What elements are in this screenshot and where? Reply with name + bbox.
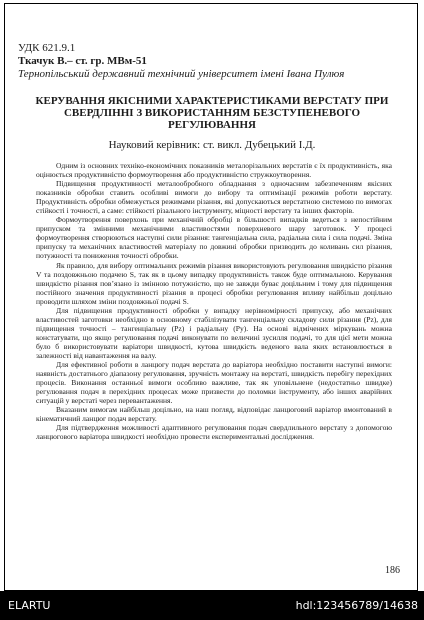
repository-footer bbox=[0, 591, 424, 620]
document-page bbox=[18, 42, 406, 587]
paragraph: Підвищення продуктивності металообробного обладнання з одночасним забезпеченням якісних показників обробки ставить особливі вимоги до вибору та оптимізації режимів роботи верстату. Продуктивність обробки обмежується режимами різання, які допускаються верстатною системою по вимогах стійкості і точності, а саме: стійкості різального інструменту, міцності верстату та інших факторів. bbox=[36, 179, 392, 216]
page-number: 186 bbox=[385, 565, 400, 576]
udk-code: УДК 621.9.1 bbox=[18, 42, 76, 54]
paragraph: Одним із основних техніко-економічних показників металорізальних верстатів є їх продуктивність, яка оцінюється продуктивністю формоутворення або продуктивністю стружкоутворення. bbox=[36, 161, 392, 180]
supervisor-line: Науковий керівник: ст. викл. Дубецький І.Д. bbox=[108, 139, 316, 151]
affiliation-line: Тернопільський державний технічний університет імені Івана Пулюя bbox=[18, 68, 345, 80]
paragraph: Формоутворення поверхонь при механічній обробці в більшості випадків ведеться з непостійним припуском та змінними механічними властивостями поверхневого шару заготовок. У процесі формоутворення створюються наступні сили різання: тангенціальна сила, радіальна сила і сила подачі. Зміна припуску та механічних властивостей матеріалу по довжині обробки призводить до коливань сил різання, потужності та пониження точності обробки. bbox=[36, 215, 392, 261]
paragraph: Для підвищення продуктивності обробки у випадку нерівномірності припуску, або механічних властивостей заготовки необхідно в основному стабілізувати тангенціальну складову сили різання (Pz), для підвищення точності – тангенціальну (Pz) і радіальну (Py). На основі відмічених міркувань можна констатувати, що якщо регулювання подачі виконувати по величині зусилля подачі, то для цієї мети можна було б використовувати варіатори швидкості, кутова швидкість веденого вала яких встановлюється в залежності від навантаження на валу. bbox=[36, 305, 392, 360]
repository-name: ELARTU bbox=[8, 599, 51, 612]
paper-title: КЕРУВАННЯ ЯКІСНИМИ ХАРАКТЕРИСТИКАМИ ВЕРСТАТУ ПРИ СВЕРДЛІННІ З ВИКОРИСТАННЯМ БЕЗСТУПЕНЕВОГО РЕГУЛЮВАННЯ bbox=[35, 95, 389, 131]
paragraph: Для ефективної роботи в ланцюгу подач верстата до варіатора необхідно поставити наступні вимоги: наявність достатнього діапазону регулювання, зручність монтажу на верстаті, швидкість перебігу перехідних процесів. Виконання останньої вимоги особливо важливе, так як уповільнене (недостатньо швидке) регулювання подач в перехідних процесах може призвести до поломки інструменту, або інших аварійних ситуацій у верстаті через перевантаження. bbox=[36, 360, 392, 406]
paragraph: Для підтвердження можливості адаптивного регулювання подач свердлильного верстату з допомогою ланцюгового варіатора швидкості необхідно провести експериментальні дослідження. bbox=[36, 423, 392, 442]
authors-line: Ткачук В.– ст. гр. МВм-51 bbox=[18, 55, 147, 67]
body-text bbox=[18, 161, 406, 441]
paragraph: Вказаним вимогам найбільш доцільно, на наш погляд, відповідає ланцюговий варіатор вмонтований в кінематичний ланцюг подач верстату. bbox=[36, 405, 392, 424]
paragraph: Як правило, для вибору оптимальних режимів різання використовують регулювання швидкістю різання V та поздовжньою подачею S, так як в цьому випадку продуктивність також буде оптимальною. Керування швидкістю різання пов’язано із змінною потужністю, що не завжди буває доцільним і тому для підвищення постійного значення продуктивності різання в процесі обробки регулювання впливу найбільш доцільно проводити шляхом зміни поздовжньої подачі S. bbox=[36, 260, 392, 306]
handle-link[interactable]: hdl:123456789/14638 bbox=[295, 599, 418, 612]
